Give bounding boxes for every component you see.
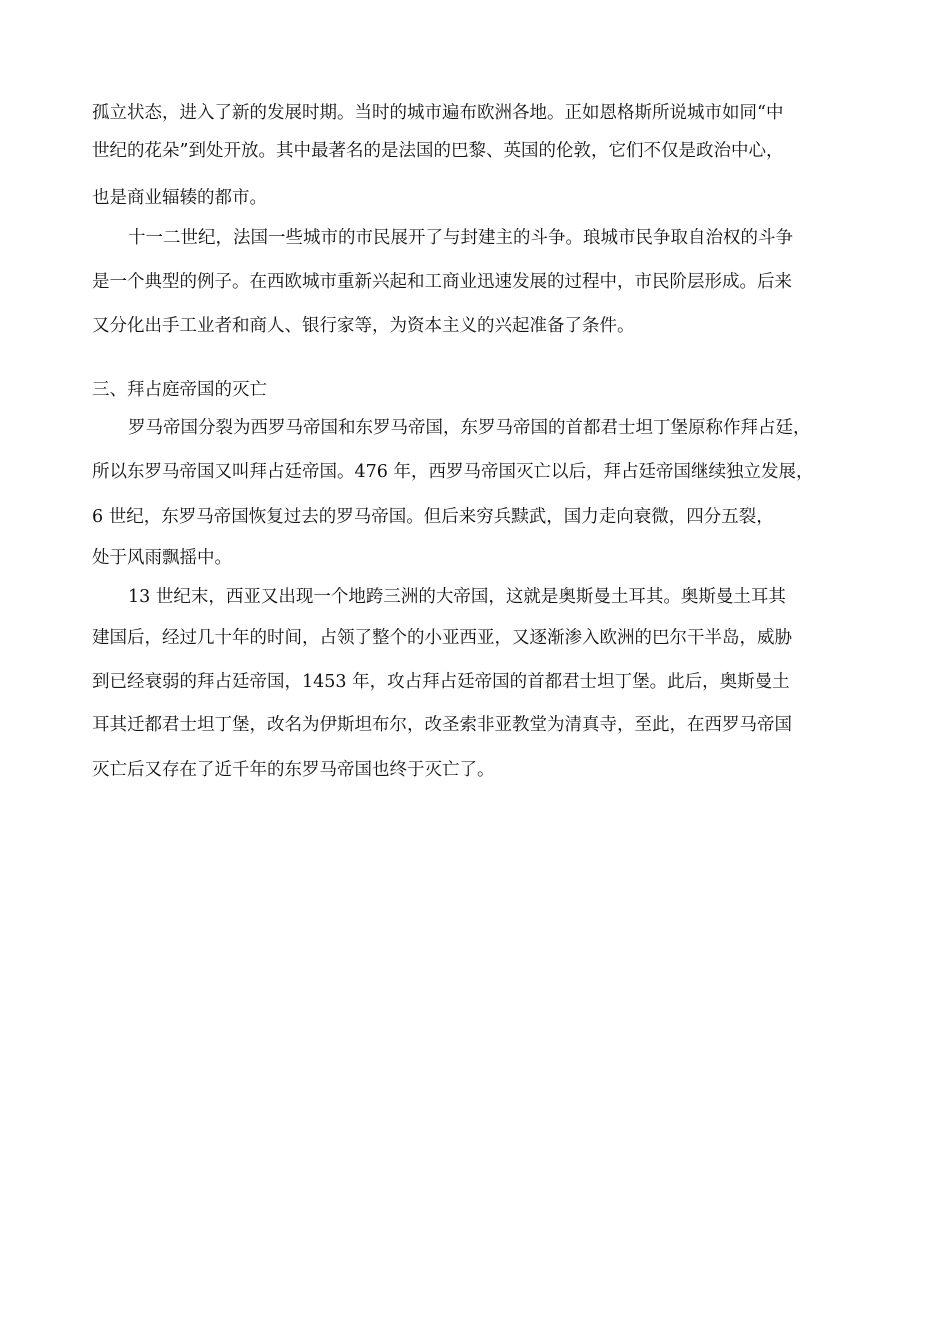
text-line: 罗马帝国分裂为西罗马帝国和东罗马帝国，东罗马帝国的首都君士坦丁堡原称作拜占廷， xyxy=(128,418,811,438)
text-line: 又分化出手工业者和商人、银行家等，为资本主义的兴起准备了条件。 xyxy=(92,316,635,336)
text-line: 6 世纪，东罗马帝国恢复过去的罗马帝国。但后来穷兵黩武，国力走向衰微，四分五裂， xyxy=(92,507,774,527)
text-line: 灭亡后又存在了近千年的东罗马帝国也终于灭亡了。 xyxy=(92,760,495,780)
text-line: 也是商业辐辏的都市。 xyxy=(92,188,267,208)
text-line: 是一个典型的例子。在西欧城市重新兴起和工商业迅速发展的过程中，市民阶层形成。后来 xyxy=(92,272,792,292)
text-line: 到已经衰弱的拜占廷帝国，1453 年，攻占拜占廷帝国的首都君士坦丁堡。此后，奥斯曼土 xyxy=(92,672,790,692)
section-heading: 三、拜占庭帝国的灭亡 xyxy=(92,380,267,400)
text-line: 世纪的花朵”到处开放。其中最著名的是法国的巴黎、英国的伦敦，它们不仅是政治中心， xyxy=(92,141,784,161)
text-line: 孤立状态，进入了新的发展时期。当时的城市遍布欧洲各地。正如恩格斯所说城市如同“中 xyxy=(92,103,784,123)
text-line: 13 世纪末，西亚又出现一个地跨三洲的大帝国，这就是奥斯曼土耳其。奥斯曼土耳其 xyxy=(128,587,786,607)
text-line: 所以东罗马帝国又叫拜占廷帝国。476 年，西罗马帝国灭亡以后，拜占廷帝国继续独立发展， xyxy=(92,462,814,482)
text-line: 处于风雨飘摇中。 xyxy=(92,548,232,568)
text-line: 十一二世纪，法国一些城市的市民展开了与封建主的斗争。琅城市民争取自治权的斗争 xyxy=(128,228,793,248)
text-line: 耳其迁都君士坦丁堡，改名为伊斯坦布尔，改圣索非亚教堂为清真寺，至此，在西罗马帝国 xyxy=(92,715,792,735)
text-line: 建国后，经过几十年的时间，占领了整个的小亚西亚，又逐渐渗入欧洲的巴尔干半岛，威胁 xyxy=(92,628,792,648)
